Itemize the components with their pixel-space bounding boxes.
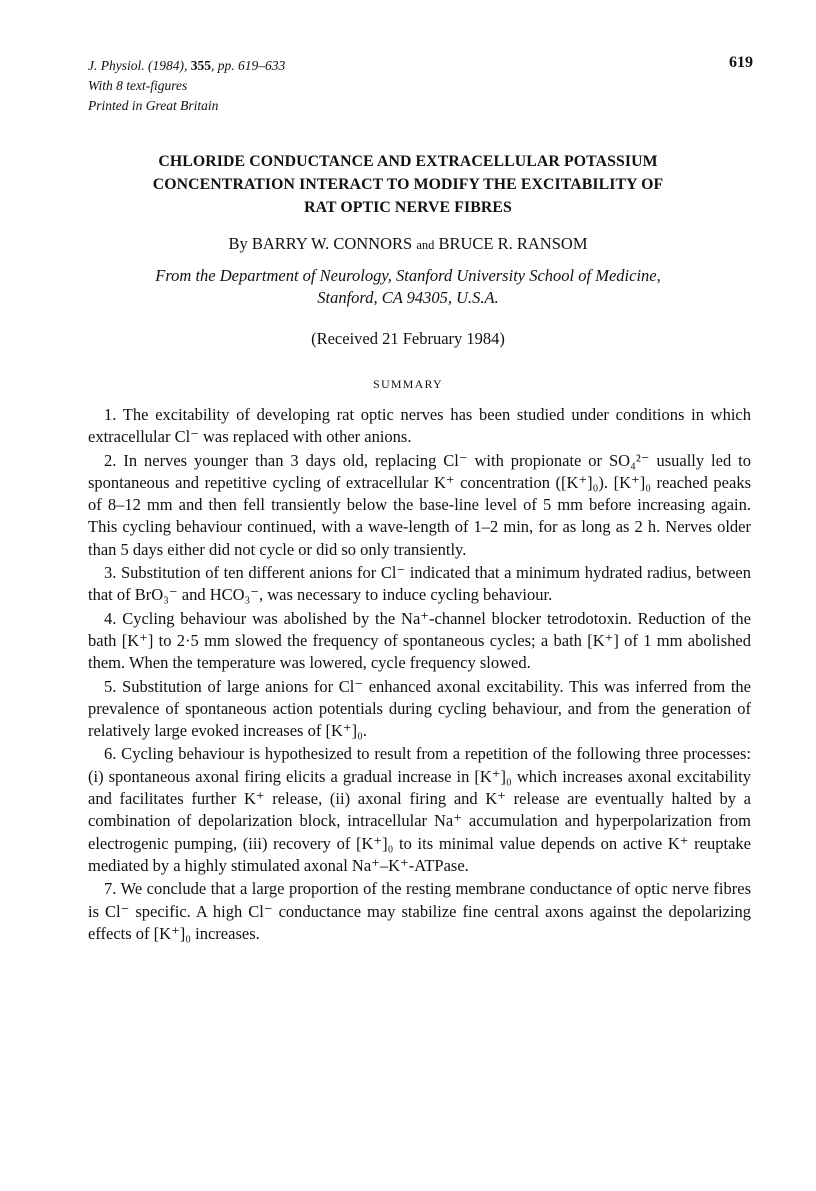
- summary-paragraph-3: 3. Substitution of ten different anions for Cl⁻ indicated that a minimum hydrated radius, between that of BrO₃⁻ and HCO₃⁻, was necessary to induce cycling behaviour.: [88, 563, 751, 605]
- summary-heading: SUMMARY: [373, 377, 443, 391]
- title-line-3: RAT OPTIC NERVE FIBRES: [304, 199, 512, 216]
- affiliation-line-2: Stanford, CA 94305, U.S.A.: [317, 288, 499, 307]
- journal-volume: 355: [190, 58, 211, 73]
- journal-citation: [88, 56, 285, 76]
- author-line: [70, 234, 746, 254]
- journal-pages: pp. 619–633: [217, 58, 286, 73]
- figures-note: With 8 text-figures: [88, 78, 188, 93]
- summary-paragraph-1: 1. The excitability of developing rat optic nerves has been studied under conditions in which extracellular Cl⁻ was replaced with other anions.: [88, 405, 751, 447]
- title-line-2: CONCENTRATION INTERACT TO MODIFY THE EXCITABILITY OF: [152, 176, 664, 193]
- by-word: By: [228, 234, 248, 253]
- summary-paragraph-7: 7. We conclude that a large proportion of the resting membrane conductance of optic nerve fibres is Cl⁻ specific. A high Cl⁻ conductance may stabilize fine central axons against the depolarizing effects of [K⁺]₀ increases.: [88, 879, 751, 943]
- summary-paragraph-6: 6. Cycling behaviour is hypothesized to result from a repetition of the following three processes: (i) spontaneous axonal firing elicits a gradual increase in [K⁺]₀ which increases axonal excitability and facilitates further K⁺ release, (ii) axonal firing and K⁺ release are eventually halted by a combination of depolarization block, intracellular Na⁺ accumulation and hyperpolarization from electrogenic pumping, (iii) recovery of [K⁺]₀ to its minimal value depends on active K⁺ reuptake mediated by a highly stimulated axonal Na⁺–K⁺-ATPase.: [88, 744, 751, 875]
- author-2: BRUCE R. RANSOM: [438, 234, 588, 253]
- author-1: BARRY W. CONNORS: [251, 234, 413, 253]
- summary-paragraph-5: 5. Substitution of large anions for Cl⁻ enhanced axonal excitability. This was inferred from the prevalence of spontaneous action potentials during cycling behaviour, and from the generation of relatively large evoked increases of [K⁺]₀.: [88, 676, 751, 741]
- journal-name: J. Physiol.: [88, 58, 145, 73]
- affiliation: [70, 265, 746, 309]
- title-line-1: CHLORIDE CONDUCTANCE AND EXTRACELLULAR POTASSIUM: [158, 153, 658, 170]
- printed-note: Printed in Great Britain: [88, 98, 219, 113]
- journal-year: (1984),: [148, 58, 188, 73]
- paper-title: [70, 150, 746, 219]
- summary-body: [88, 404, 751, 946]
- received-date: (Received 21 February 1984): [311, 329, 505, 348]
- affiliation-line-1: From the Department of Neurology, Stanford University School of Medicine,: [155, 266, 661, 285]
- and-word: and: [416, 238, 435, 252]
- summary-paragraph-2: 2. In nerves younger than 3 days old, replacing Cl⁻ with propionate or SO₄²⁻ usually led to spontaneous and repetitive cycling of extracellular K⁺ concentration ([K⁺]₀). [K⁺]₀ reached peaks of 8–12 mm and then fell transiently below the base-line level of 5 mm before increasing again. This cycling behaviour continued, with a wave-length of 1–2 min, for as long as 2 h. Nerves older than 5 days either did not cycle or did so only transiently.: [88, 450, 751, 559]
- page-number: 619: [729, 54, 753, 71]
- journal-pages-sep: ,: [211, 58, 218, 73]
- summary-paragraph-4: 4. Cycling behaviour was abolished by the Na⁺-channel blocker tetrodotoxin. Reduction of the bath [K⁺] to 2·5 mm slowed the frequency of spontaneous cycles; a bath [K⁺] of 1 mm abolished them. When the temperature was lowered, cycle frequency slowed.: [88, 608, 751, 673]
- journal-info: [88, 56, 285, 116]
